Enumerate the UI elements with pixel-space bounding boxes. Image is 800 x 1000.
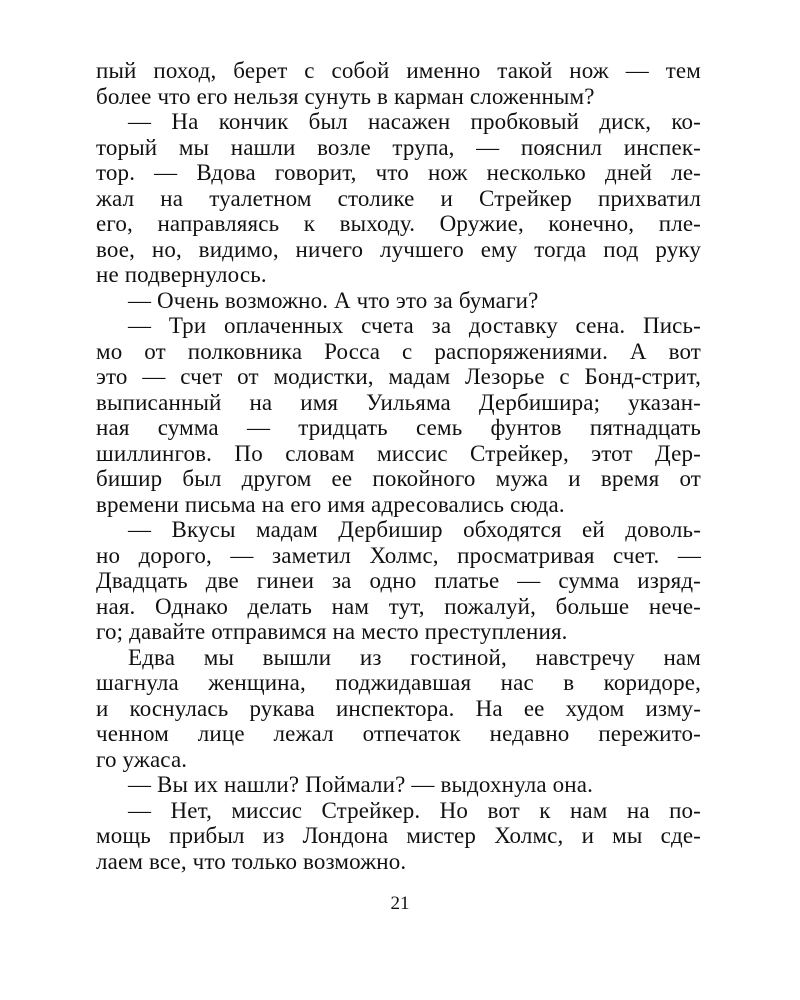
text-line: бишир был другом ее покойного мужа и время от bbox=[96, 466, 701, 491]
text-line: это — счет от модистки, мадам Лезорье с Бонд-стрит, bbox=[96, 364, 701, 389]
text-line: торый мы нашли возле трупа, — пояснил инспек- bbox=[96, 134, 701, 160]
text-line: времени письма на его имя адресовались сюда. bbox=[96, 491, 565, 517]
text-line: лаем все, что только возможно. bbox=[96, 848, 407, 874]
text-line: пый поход, берет с собой именно такой нож — тем bbox=[96, 58, 701, 83]
text-line: — На кончик был насажен пробковый диск, ко- bbox=[128, 109, 701, 134]
text-line: ченном лице лежал отпечаток недавно пережито- bbox=[96, 721, 701, 746]
text-line: ная. Однако делать нам тут, пожалуй, больше нече- bbox=[96, 593, 701, 619]
page-number: 21 bbox=[390, 893, 410, 914]
text-line: Двадцать две гинеи за одно платье — сумма изряд- bbox=[96, 568, 701, 593]
text-line: го; давайте отправимся на место преступления. bbox=[96, 619, 568, 644]
text-line: и коснулась рукава инспектора. На ее худом изму- bbox=[96, 695, 701, 721]
text-line: его, направляясь к выходу. Оружие, конечно, пле- bbox=[96, 211, 701, 236]
text-line: Едва мы вышли из гостиной, навстречу нам bbox=[128, 644, 701, 670]
text-line: — Нет, миссис Стрейкер. Но вот к нам на по- bbox=[128, 797, 701, 823]
text-line: ная сумма — тридцать семь фунтов пятнадцать bbox=[96, 415, 701, 440]
text-line: вое, но, видимо, ничего лучшего ему тогда под руку bbox=[96, 236, 701, 262]
text-line: не подвернулось. bbox=[96, 262, 267, 287]
text-line: жал на туалетном столике и Стрейкер прихватил bbox=[96, 185, 701, 211]
text-line: — Вы их нашли? Поймали? — выдохнула она. bbox=[128, 772, 593, 797]
text-line: но дорого, — заметил Холмс, просматривая счет. — bbox=[96, 542, 701, 568]
text-line: более что его нельзя сунуть в карман сложенным? bbox=[96, 83, 595, 109]
text-line: шагнула женщина, поджидавшая нас в коридоре, bbox=[96, 670, 701, 695]
text-line: — Три оплаченных счета за доставку сена. Пись- bbox=[128, 313, 701, 338]
text-line: тор. — Вдова говорит, что нож несколько дней ле- bbox=[96, 160, 701, 185]
text-line: — Очень возможно. А что это за бумаги? bbox=[128, 287, 539, 313]
text-line: — Вкусы мадам Дербишир обходятся ей доволь- bbox=[128, 517, 701, 542]
text-line: го ужаса. bbox=[96, 746, 188, 772]
text-line: выписанный на имя Уильяма Дербишира; указан- bbox=[96, 389, 701, 415]
text-line: мощь прибыл из Лондона мистер Холмс, и мы сде- bbox=[96, 823, 701, 848]
text-line: мо от полковника Росса с распоряжениями. А вот bbox=[96, 338, 701, 364]
text-line: шиллингов. По словам миссис Стрейкер, этот Дер- bbox=[96, 440, 701, 466]
